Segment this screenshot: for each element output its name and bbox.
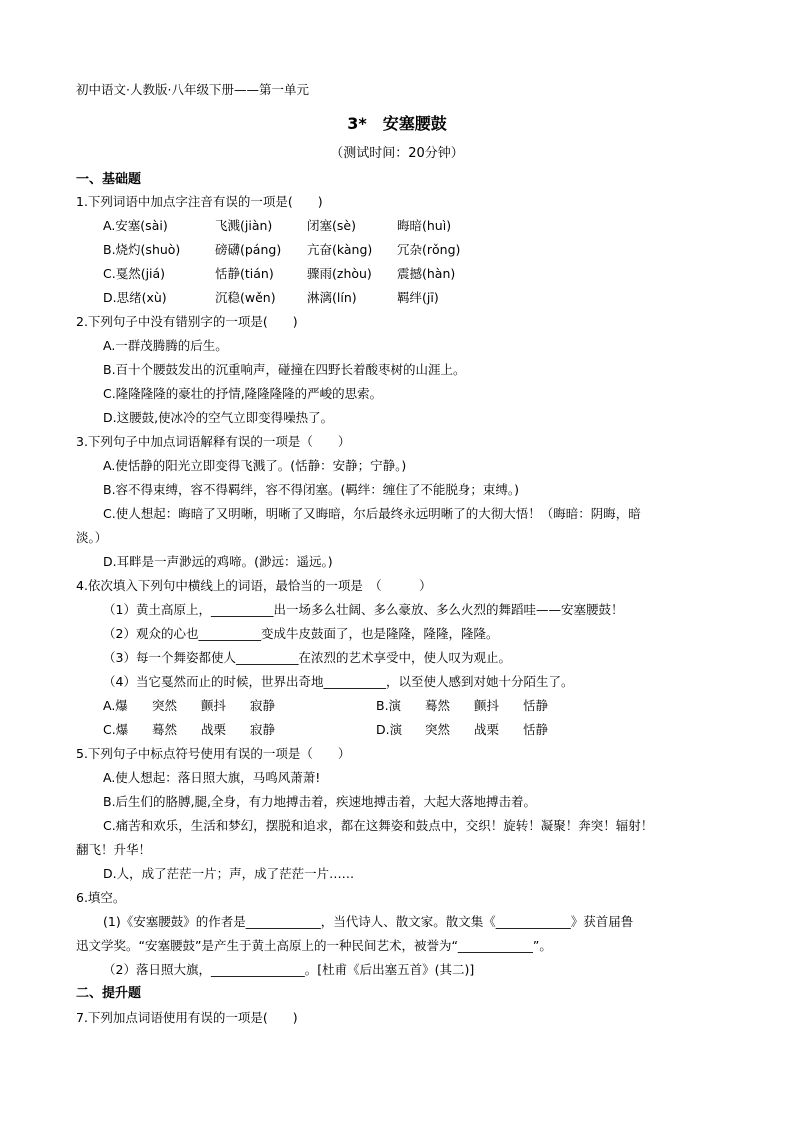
q4-sentence-1: （1）黄土高原上，__________出一场多么壮阔、多么豪放、多么火烈的舞蹈哇——安塞腰鼓！ [103, 602, 624, 617]
q6-fill-line3: （2）落日照大旗，_______________。[杜甫《后出塞五首》(其二)] [103, 962, 475, 977]
q1-option-c-2: 恬静(tián) [215, 266, 274, 281]
q1-option-d-2: 沉稳(wěn) [215, 290, 276, 305]
question-2-stem: 2.下列句子中没有错别字的一项是( ) [76, 314, 298, 329]
q1-option-b-2: 磅礴(páng) [215, 242, 282, 257]
q1-option-c-4: 震撼(hàn) [397, 266, 456, 281]
q4-sentence-2: （2）观众的心也__________变成牛皮鼓面了，也是隆隆，隆隆，隆隆。 [103, 626, 499, 641]
q5-option-c-line1: C.痛苦和欢乐，生活和梦幻，摆脱和追求，都在这舞姿和鼓点中，交织！旋转！凝聚！奔突！辐射！ [103, 818, 654, 833]
question-5-stem: 5.下列句子中标点符号使用有误的一项是（ ） [76, 746, 351, 761]
question-7-stem: 7.下列加点词语使用有误的一项是( ) [76, 1010, 298, 1025]
section-heading-advanced: 二、提升题 [76, 986, 142, 1001]
q5-option-d: D.人，成了茫茫一片；声，成了茫茫一片…… [103, 866, 355, 881]
q5-option-c-line2: 翻飞！升华！ [76, 842, 152, 857]
question-1-stem: 1.下列词语中加点字注音有误的一项是( ) [76, 194, 323, 209]
q1-option-d-3: 淋漓(lín) [307, 290, 357, 305]
q4-option-d-2: 突然 [425, 722, 451, 737]
q1-option-a-2: 飞溅(jiàn) [215, 218, 273, 233]
q3-option-d: D.耳畔是一声渺远的鸡啼。(渺远：遥远。) [103, 554, 333, 569]
q2-option-c: C.隆隆隆隆的豪壮的抒情,隆隆隆隆的严峻的思索。 [103, 386, 383, 401]
q4-option-b-1: B.演 [376, 698, 402, 713]
q4-option-c-3: 战栗 [201, 722, 227, 737]
question-4-stem: 4.依次填入下列句中横线上的词语，最恰当的一项是 （ ） [76, 578, 432, 593]
q1-option-a-3: 闭塞(sè) [307, 218, 356, 233]
page-header: 初中语文·人教版·八年级下册——第一单元 [76, 82, 309, 97]
q1-option-d-4: 羁绊(jī) [397, 290, 439, 305]
q4-option-a-3: 颤抖 [201, 698, 227, 713]
q6-fill-line1: (1)《安塞腰鼓》的作者是____________，当代诗人、散文家。散文集《____________》获首届鲁 [103, 914, 634, 929]
page-title: 3* 安塞腰鼓 [347, 114, 447, 133]
page-subtitle: （测试时间：20分钟） [330, 146, 464, 161]
q2-option-d: D.这腰鼓,使冰冷的空气立即变得噪热了。 [103, 410, 334, 425]
q1-option-a-1: A.安塞(sài) [103, 218, 168, 233]
q6-fill-line2: 迅文学奖。“安塞腰鼓”是产生于黄土高原上的一种民间艺术，被誉为“____________”。 [76, 938, 552, 953]
q1-option-a-4: 晦暗(huì) [397, 218, 452, 233]
q3-option-c-line1: C.使人想起：晦暗了又明晰，明晰了又晦暗，尔后最终永远明晰了的大彻大悟！（晦暗：阴晦，暗 [103, 506, 641, 521]
question-6-stem: 6.填空。 [76, 890, 126, 905]
q4-option-d-1: D.演 [376, 722, 403, 737]
q4-option-b-3: 颤抖 [474, 698, 500, 713]
q1-option-b-4: 冗杂(rǒng) [397, 242, 461, 257]
q4-option-a-1: A.爆 [103, 698, 128, 713]
q4-sentence-4: （4）当它戛然而止的时候，世界出奇地__________，以至使人感到对她十分陌生了。 [103, 674, 574, 689]
q4-option-b-4: 恬静 [523, 698, 549, 713]
q5-option-b: B.后生们的胳膊,腿,全身，有力地搏击着，疾速地搏击着，大起大落地搏击着。 [103, 794, 536, 809]
q1-option-c-1: C.戛然(jiá) [103, 266, 166, 281]
q1-option-b-1: B.烧灼(shuò) [103, 242, 181, 257]
q3-option-c-line2: 淡。） [76, 530, 108, 545]
q3-option-a: A.使恬静的阳光立即变得飞溅了。(恬静：安静；宁静。) [103, 458, 407, 473]
q1-option-d-1: D.思绪(xù) [103, 290, 167, 305]
q4-sentence-3: （3）每一个舞姿都使人__________在浓烈的艺术享受中，使人叹为观止。 [103, 650, 511, 665]
q4-option-c-1: C.爆 [103, 722, 129, 737]
q4-option-c-4: 寂静 [250, 722, 276, 737]
section-heading-basic: 一、基础题 [76, 172, 142, 187]
question-3-stem: 3.下列句子中加点词语解释有误的一项是（ ） [76, 434, 351, 449]
q1-option-b-3: 亢奋(kàng) [307, 242, 373, 257]
q4-option-a-2: 突然 [152, 698, 178, 713]
q4-option-b-2: 蓦然 [425, 698, 451, 713]
q4-option-c-2: 蓦然 [152, 722, 178, 737]
q3-option-b: B.容不得束缚，容不得羁绊，容不得闭塞。(羁绊：缠住了不能脱身；束缚。) [103, 482, 520, 497]
q4-option-d-4: 恬静 [523, 722, 549, 737]
q1-option-c-3: 骤雨(zhòu) [307, 266, 372, 281]
q5-option-a: A.使人想起：落日照大旗，马鸣风萧萧! [103, 770, 321, 785]
q2-option-b: B.百十个腰鼓发出的沉重响声，碰撞在四野长着酸枣树的山涯上。 [103, 362, 466, 377]
q2-option-a: A.一群茂腾腾的后生。 [103, 338, 228, 353]
q4-option-d-3: 战栗 [474, 722, 500, 737]
q4-option-a-4: 寂静 [250, 698, 276, 713]
